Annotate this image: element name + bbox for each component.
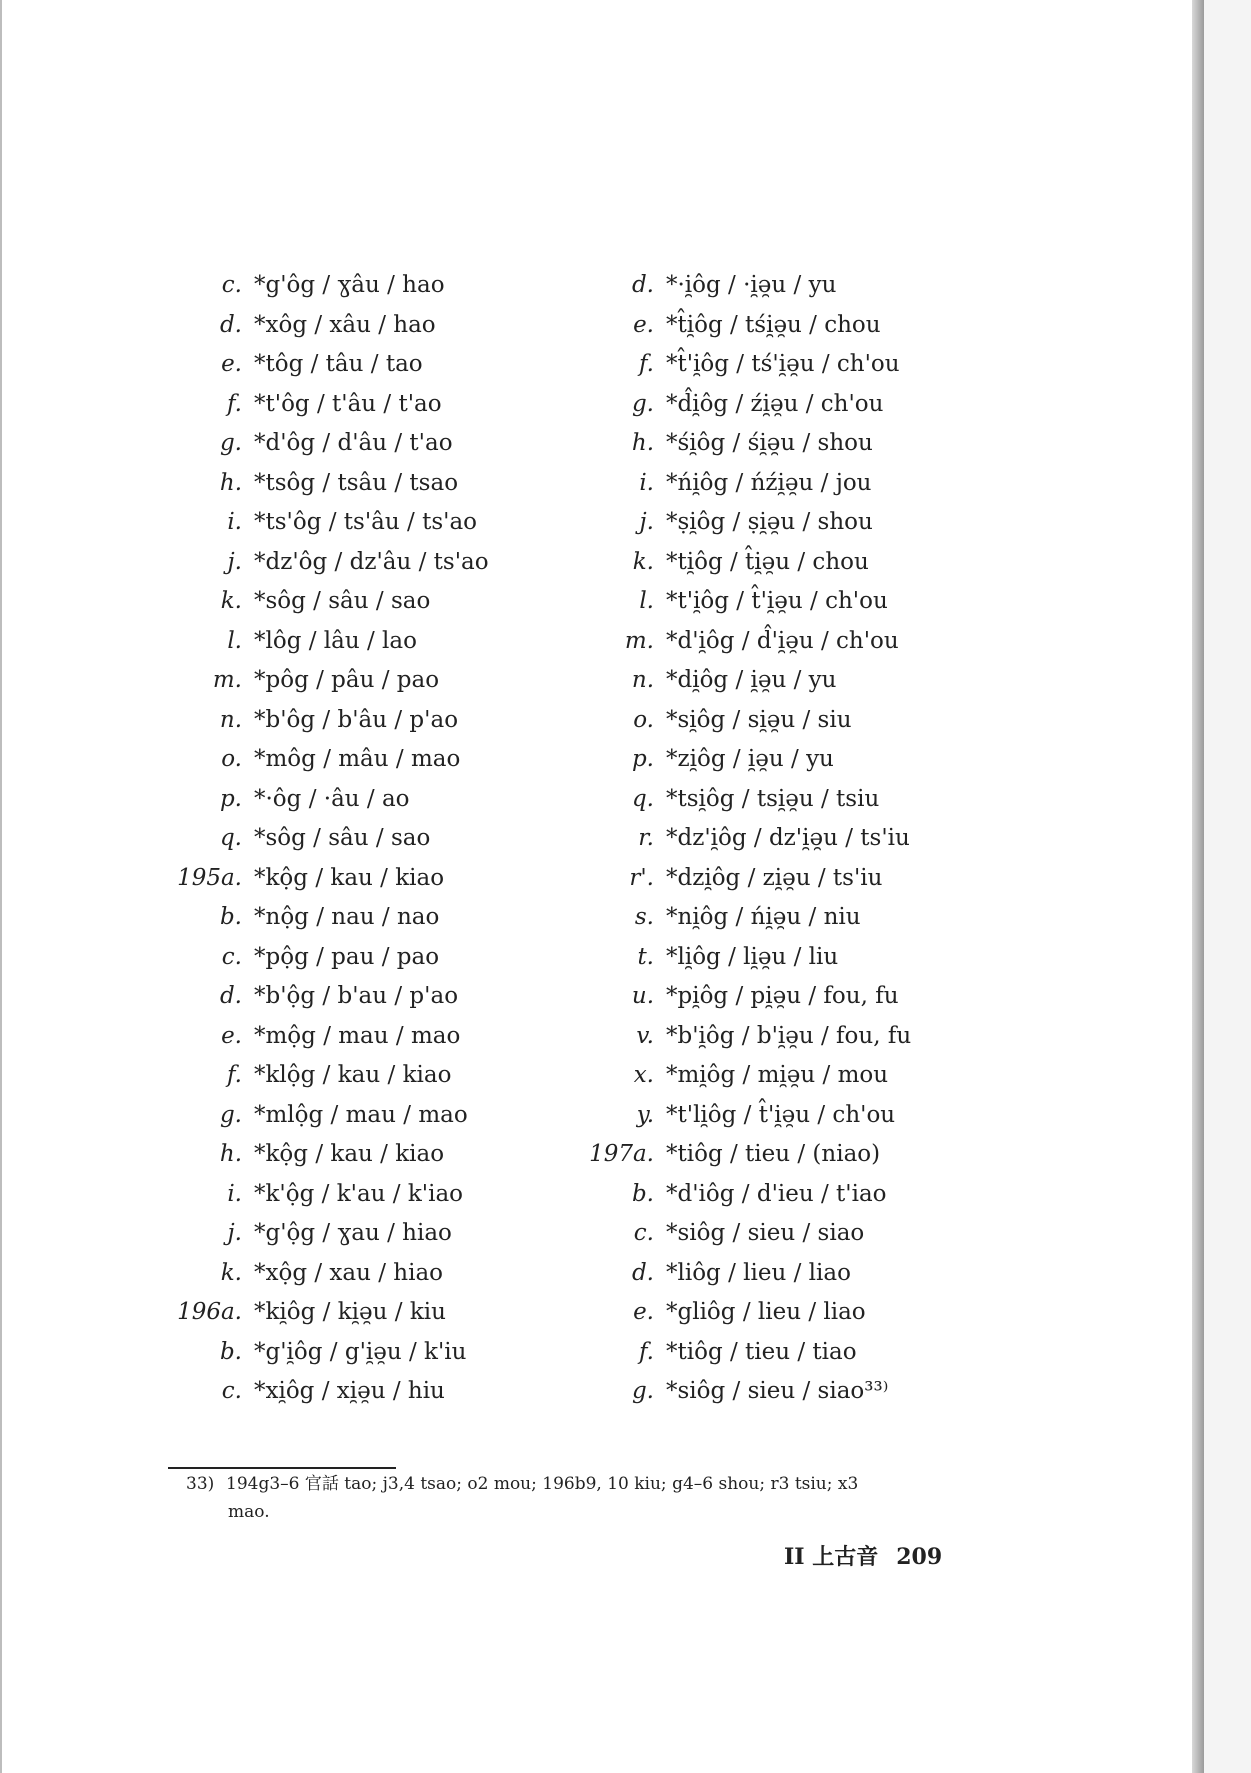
entry-reading: *ńi̯ôg / ńźi̯ə̯u / jou [666, 469, 872, 496]
entry-label: p. [219, 785, 242, 812]
entry-reading: *siôg / sieu / siao [666, 1220, 865, 1246]
entry-row [580, 1096, 911, 1136]
entry-row [170, 622, 489, 662]
footnote-rule [168, 1467, 396, 1469]
entry-label: f. [226, 1062, 242, 1088]
entry-reading: *di̯ôg / i̯ə̯u / yu [666, 667, 837, 693]
entry-reading: *kộg / kau / kiao [254, 864, 445, 891]
entry-reading: *mi̯ôg / mi̯ə̯u / mou [666, 1062, 889, 1088]
footnote-line-1: 194g3–6 官話 tao; j3,4 tsao; o2 mou; 196b9, 10 kiu; g4–6 shou; r3 tsiu; x3 [226, 1474, 859, 1494]
entry-label: m. [212, 667, 242, 693]
entry-row [580, 701, 911, 741]
entry-label: p. [631, 746, 654, 772]
entry-reading: *·i̯ôg / ·i̯ə̯u / yu [666, 272, 837, 298]
entry-label: j. [227, 548, 242, 575]
footnote [186, 1470, 986, 1526]
entry-label: c. [221, 272, 242, 298]
entry-row [580, 424, 911, 464]
entry-row [170, 661, 489, 701]
entry-label: y. [636, 1101, 654, 1128]
entry-row [170, 306, 489, 346]
entry-reading: *xộg / xau / hiao [254, 1259, 444, 1286]
entry-label: k. [220, 1259, 242, 1286]
entry-label: d. [219, 983, 242, 1009]
entry-reading: *g'i̯ôg / g'i̯ə̯u / k'iu [254, 1338, 467, 1365]
entry-label: c. [633, 1220, 654, 1246]
entry-label: u. [631, 983, 654, 1009]
entry-reading: *pộg / pau / pao [254, 943, 440, 970]
entry-label: m. [624, 627, 654, 654]
entry-row [580, 622, 911, 662]
entry-label: l. [639, 588, 654, 614]
entry-reading: *g'ộg / ɣau / hiao [254, 1220, 452, 1246]
entry-label: 195a. [177, 864, 242, 891]
entry-reading: *kộg / kau / kiao [254, 1141, 445, 1167]
entry-row [580, 740, 911, 780]
entry-row [580, 464, 911, 504]
entry-label: j. [227, 1220, 242, 1246]
entry-label: t. [637, 943, 654, 970]
entry-label: b. [219, 904, 242, 930]
entry-label: d. [631, 1259, 654, 1286]
page-edge-shadow [1192, 0, 1204, 1773]
footnote-number: 33) [186, 1474, 215, 1494]
entry-row [170, 1017, 489, 1057]
entry-reading: *xi̯ôg / xi̯ə̯u / hiu [254, 1378, 445, 1404]
entry-row [580, 1135, 911, 1175]
entry-row [580, 1333, 911, 1373]
entry-reading: *śi̯ôg / śi̯ə̯u / shou [666, 430, 873, 456]
entry-label: g. [219, 1101, 242, 1128]
entry-label: q. [219, 825, 242, 851]
entry-reading: *b'ộg / b'au / p'ao [254, 983, 459, 1009]
entry-label: 197a. [589, 1141, 654, 1167]
entry-reading: *liôg / lieu / liao [666, 1259, 851, 1286]
entry-row [170, 1175, 489, 1215]
right-entry-column [580, 266, 911, 1412]
entry-row [170, 424, 489, 464]
entry-label: h. [219, 1141, 242, 1167]
entry-reading: *dz'ôg / dz'âu / ts'ao [254, 548, 489, 575]
entry-label: r. [638, 825, 654, 851]
section-title: II 上古音 [784, 1544, 879, 1570]
entry-label: l. [227, 627, 242, 654]
entry-label: g. [631, 390, 654, 417]
entry-row [170, 1372, 489, 1412]
entry-label: g. [219, 430, 242, 456]
entry-row [580, 819, 911, 859]
left-entry-column [170, 266, 489, 1412]
entry-row [170, 1214, 489, 1254]
entry-label: i. [639, 469, 654, 496]
entry-reading: *sôg / sâu / sao [254, 588, 431, 614]
entry-reading: *d'ôg / d'âu / t'ao [254, 430, 453, 456]
entry-row [170, 819, 489, 859]
entry-row [580, 1056, 911, 1096]
entry-row [580, 1254, 911, 1294]
entry-reading: *ti̯ôg / t̂i̯ə̯u / chou [666, 548, 869, 575]
entry-label: v. [636, 1022, 654, 1049]
entry-reading: *sôg / sâu / sao [254, 825, 431, 851]
entry-row [580, 503, 911, 543]
entry-reading: *ts'ôg / ts'âu / ts'ao [254, 509, 478, 535]
entry-reading: *si̯ôg / si̯ə̯u / siu [666, 706, 852, 733]
entry-row [170, 1333, 489, 1373]
entry-row [580, 266, 911, 306]
entry-row [170, 859, 489, 899]
entry-label: q. [631, 785, 654, 812]
entry-reading: *ni̯ôg / ńi̯ə̯u / niu [666, 904, 861, 930]
entry-label: b. [631, 1180, 654, 1207]
entry-label: c. [221, 1378, 242, 1404]
entry-row [170, 740, 489, 780]
footnote-line-2: mao. [228, 1502, 270, 1522]
entry-row [580, 1214, 911, 1254]
entry-reading: *tsôg / tsâu / tsao [254, 469, 459, 496]
entry-reading: *môg / mâu / mao [254, 746, 461, 772]
entry-label: f. [226, 390, 242, 417]
entry-reading: *g'ôg / ɣâu / hao [254, 272, 445, 298]
entry-reading: *lôg / lâu / lao [254, 627, 417, 654]
entry-row [580, 543, 911, 583]
entry-row [170, 898, 489, 938]
entry-label: e. [633, 1299, 654, 1325]
entry-row [170, 345, 489, 385]
entry-label: e. [221, 1022, 242, 1049]
entry-row [580, 1293, 911, 1333]
entry-row [580, 1175, 911, 1215]
page-folio [784, 1540, 960, 1571]
entry-label: j. [639, 509, 654, 535]
entry-label: i. [227, 509, 242, 535]
entry-reading: *nộg / nau / nao [254, 904, 440, 930]
entry-reading: *dzi̯ôg / zi̯ə̯u / ts'iu [666, 864, 883, 891]
entry-label: c. [221, 943, 242, 970]
entry-label: k. [220, 588, 242, 614]
entry-reading: *xôg / xâu / hao [254, 311, 436, 338]
entry-label: s. [634, 904, 654, 930]
entry-row [580, 977, 911, 1017]
entry-label: b. [219, 1338, 242, 1365]
entry-label: o. [221, 746, 242, 772]
entry-label: 196a. [177, 1299, 242, 1325]
entry-reading: *d'iôg / d'ieu / t'iao [666, 1180, 887, 1207]
entry-row [580, 661, 911, 701]
entry-label: f. [638, 351, 654, 377]
entry-row [170, 938, 489, 978]
entry-reading: *siôg / sieu / siao³³⁾ [666, 1378, 889, 1404]
entry-label: o. [633, 706, 654, 733]
entry-reading: *dz'i̯ôg / dz'i̯ə̯u / ts'iu [666, 825, 910, 851]
entry-reading: *tiôg / tieu / tiao [666, 1338, 857, 1365]
entry-row [580, 898, 911, 938]
entry-label: h. [631, 430, 654, 456]
entry-reading: *mlộg / mau / mao [254, 1101, 468, 1128]
entry-label: n. [631, 667, 654, 693]
viewer-background [1204, 0, 1251, 1773]
entry-label: x. [633, 1062, 654, 1088]
entry-row [170, 780, 489, 820]
entry-reading: *tôg / tâu / tao [254, 351, 423, 377]
entry-reading: *mộg / mau / mao [254, 1022, 461, 1049]
entry-label: d. [631, 272, 654, 298]
entry-row [170, 385, 489, 425]
entry-reading: *t'i̯ôg / t̂'i̯ə̯u / ch'ou [666, 588, 888, 614]
entry-row [170, 1056, 489, 1096]
entry-reading: *t̂'i̯ôg / tś'i̯ə̯u / ch'ou [666, 351, 900, 377]
entry-reading: *·ôg / ·âu / ao [254, 785, 410, 812]
entry-reading: *b'ôg / b'âu / p'ao [254, 706, 459, 733]
entry-reading: *zi̯ôg / i̯ə̯u / yu [666, 746, 834, 772]
entry-row [170, 977, 489, 1017]
entry-row [580, 1372, 911, 1412]
entry-reading: *ki̯ôg / ki̯ə̯u / kiu [254, 1299, 446, 1325]
entry-row [170, 1254, 489, 1294]
entry-row [170, 701, 489, 741]
entry-row [170, 543, 489, 583]
entry-row [170, 464, 489, 504]
entry-reading: *pi̯ôg / pi̯ə̯u / fou, fu [666, 983, 899, 1009]
entry-reading: *t'li̯ôg / t̂'i̯ə̯u / ch'ou [666, 1101, 896, 1128]
entry-label: n. [219, 706, 242, 733]
entry-row [580, 385, 911, 425]
entry-reading: *tiôg / tieu / (niao) [666, 1141, 881, 1167]
entry-row [170, 1293, 489, 1333]
entry-row [580, 1017, 911, 1057]
entry-label: k. [632, 548, 654, 575]
entry-reading: *li̯ôg / li̯ə̯u / liu [666, 943, 839, 970]
entry-row [170, 503, 489, 543]
entry-row [580, 938, 911, 978]
entry-label: e. [633, 311, 654, 338]
entry-row [580, 582, 911, 622]
entry-label: d. [219, 311, 242, 338]
entry-reading: *d'i̯ôg / d̂'i̯ə̯u / ch'ou [666, 627, 899, 654]
entry-reading: *b'i̯ôg / b'i̯ə̯u / fou, fu [666, 1022, 912, 1049]
entry-row [170, 582, 489, 622]
entry-reading: *t'ôg / t'âu / t'ao [254, 390, 442, 417]
entry-label: g. [631, 1378, 654, 1404]
entry-label: h. [219, 469, 242, 496]
entry-reading: *tsi̯ôg / tsi̯ə̯u / tsiu [666, 785, 880, 812]
entry-row [580, 780, 911, 820]
page-number: 209 [896, 1544, 943, 1570]
entry-row [580, 859, 911, 899]
entry-label: f. [638, 1338, 654, 1365]
entry-label: i. [227, 1180, 242, 1207]
entry-label: r'. [629, 864, 654, 891]
entry-row [580, 306, 911, 346]
entry-row [170, 1096, 489, 1136]
entry-row [580, 345, 911, 385]
entry-row [170, 1135, 489, 1175]
entry-row [170, 266, 489, 306]
entry-reading: *d̂i̯ôg / źi̯ə̯u / ch'ou [666, 390, 884, 417]
entry-reading: *gliôg / lieu / liao [666, 1299, 866, 1325]
entry-reading: *t̂i̯ôg / tśi̯ə̯u / chou [666, 311, 881, 338]
entry-reading: *pôg / pâu / pao [254, 667, 440, 693]
entry-reading: *k'ộg / k'au / k'iao [254, 1180, 464, 1207]
entry-label: e. [221, 351, 242, 377]
entry-reading: *ṣi̯ôg / ṣi̯ə̯u / shou [666, 509, 873, 535]
entry-reading: *klộg / kau / kiao [254, 1062, 452, 1088]
